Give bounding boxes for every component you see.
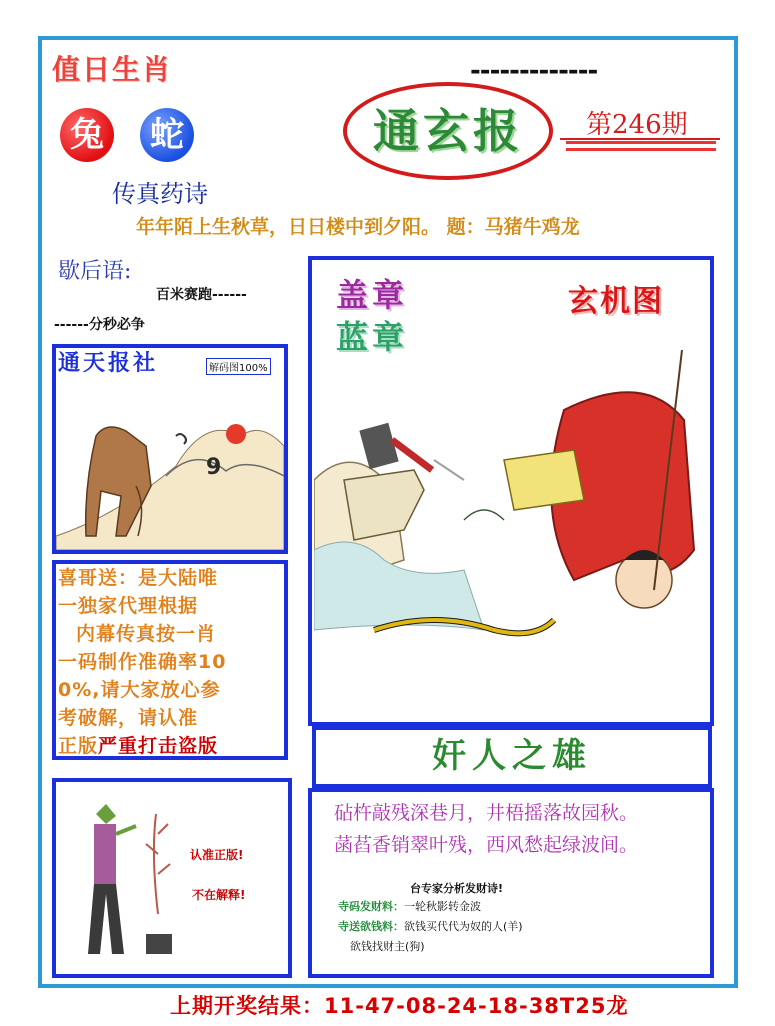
promo-line [58,732,288,760]
promo-line: 内幕传真按一肖 [76,623,217,645]
issue-number: 第246期 [586,110,688,140]
xiehouyu-title: 歇后语: [58,259,132,284]
poem-line-1: 砧杵敲残深巷月，井梧摇落故园秋。 [334,802,639,824]
expert-line-3: 欲钱找财主(狗) [350,940,425,953]
warning-line-no-explain: 不在解释! [192,888,246,902]
expert-poem-title: 台专家分析发财诗! [410,882,504,895]
expert-line-1 [338,898,481,914]
warning-illustration [66,794,186,970]
riddle-picture-title: 玄机图 [568,284,664,319]
promo-anti-piracy: 严重打击盗版 [98,735,219,757]
promo-line: 一码制作准确率10 [58,651,227,673]
stamp-label-1: 盖章 [336,276,409,314]
warning-line-genuine: 认准正版! [190,848,244,862]
last-draw-result: 上期开奖结果：11-47-08-24-18-38T25龙 [170,994,629,1018]
expert-line-1-label: 寺码发财料： [338,900,404,913]
header-dashes: ------------- [470,56,598,86]
promo-line: 一独家代理根据 [58,595,199,617]
expert-line-2 [338,918,523,934]
hero-caption: 奸人之雄 [432,736,592,776]
stamp-label-2: 蓝章 [336,318,409,356]
fax-poem-subtitle: 传真药诗 [112,180,208,208]
duty-zodiac-title: 值日生肖 [52,53,173,86]
zodiac-rabbit-badge: 兔 [60,108,114,162]
zodiac-snake-badge: 蛇 [140,108,194,162]
promo-text [58,564,288,760]
expert-line-2-value: 欲钱买代代为奴的人(羊) [404,920,523,933]
tiantian-title: 通天报社 [58,350,159,376]
xiehouyu-answer: ------分秒必争 [54,317,145,333]
promo-line: 喜哥送：是大陆唯 [58,567,219,589]
riddle-illustration [314,330,708,720]
svg-text:9: 9 [206,455,222,480]
issue-underline [560,138,720,140]
newspaper-logo: 通玄报 [373,104,523,158]
promo-genuine: 正版 [58,735,99,757]
decode-badge: 解码图100% [206,358,271,375]
expert-line-1-value: 一轮秋影转金波 [404,900,481,913]
promo-line: 0%,请大家放心参 [58,679,221,701]
promo-line: 考破解，请认准 [58,707,199,729]
tiantian-illustration [56,376,284,550]
xiehouyu-question: 百米赛跑------ [156,287,247,303]
issue-double-line [566,141,716,151]
expert-line-2-label: 寺送欲钱料： [338,920,404,933]
poem-line-2: 菡萏香销翠叶残，西风愁起绿波间。 [334,834,639,856]
header-poem-line: 年年陌上生秋草，日日楼中到夕阳。 题：马猪牛鸡龙 [136,216,580,238]
